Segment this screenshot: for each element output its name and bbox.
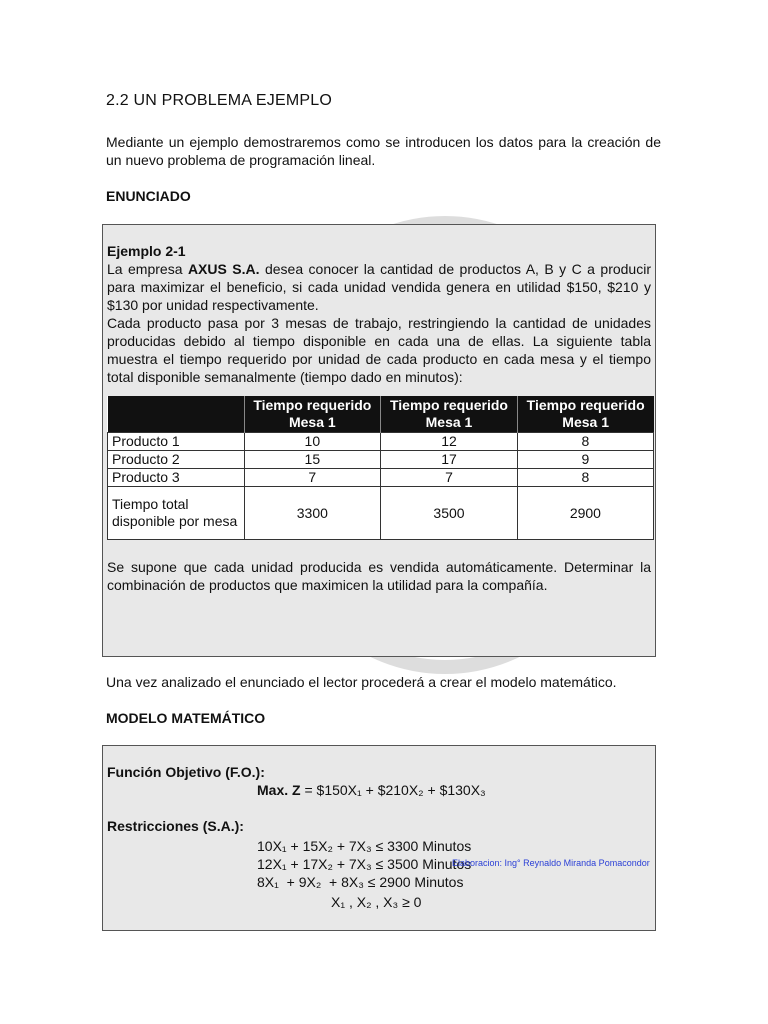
example-closing: Se supone que cada unidad producida es vendida automáticamente. Determinar la combinación de productos que maximicen la utilidad para la compañía. — [107, 559, 651, 593]
cell: 8 — [517, 469, 653, 487]
constraint-1: 10X₁ + 15X₂ + 7X₃ ≤ 3300 Minutos — [257, 838, 472, 854]
cell: 3300 — [244, 487, 381, 540]
example-paragraph-1: La empresa AXUS S.A. desea conocer la cantidad de productos A, B y C a producir para maximizar el beneficio, si cada unidad vendida genera en utilidad $150, $210 y $130 por unidad respectivamente. — [107, 261, 651, 313]
table-row — [108, 469, 654, 487]
table-header-1: Tiempo requerido Mesa 1 — [244, 396, 381, 433]
constraint-nonnegativity: X₁ , X₂ , X₃ ≥ 0 — [331, 894, 422, 910]
constraints-label: Restricciones (S.A.): — [107, 818, 244, 834]
cell: 7 — [244, 469, 381, 487]
table-header-2: Tiempo requerido Mesa 1 — [381, 396, 518, 433]
intro-paragraph: Mediante un ejemplo demostraremos como se introducen los datos para la creación de un nuevo problema de programación lineal. — [106, 134, 661, 168]
table-header-3: Tiempo requerido Mesa 1 — [517, 396, 653, 433]
example-paragraph-2: Cada producto pasa por 3 mesas de trabajo, restringiendo la cantidad de unidades producidas debido al tiempo disponible en cada una de ellas. La siguiente tabla muestra el tiempo requerido por unidad de cada producto en cada mesa y el tiempo total disponible semanalmente (tiempo dado en minutos): — [107, 315, 651, 385]
modelo-heading: MODELO MATEMÁTICO — [106, 710, 266, 726]
enunciado-heading: ENUNCIADO — [106, 188, 191, 204]
objective-label: Función Objetivo (F.O.): — [107, 764, 265, 780]
credit-text: Elaboracion: Ing° Reynaldo Miranda Pomacondor — [452, 858, 650, 868]
cell: 2900 — [517, 487, 653, 540]
example-box — [102, 224, 656, 657]
section-title: 2.2 UN PROBLEMA EJEMPLO — [106, 92, 333, 109]
row-label: Producto 2 — [108, 451, 245, 469]
constraint-3: 8X₁ + 9X₂ + 8X₃ ≤ 2900 Minutos — [257, 874, 464, 890]
constraint-2: 12X₁ + 17X₂ + 7X₃ ≤ 3500 Minutos — [257, 856, 472, 872]
cell: 15 — [244, 451, 381, 469]
cell: 17 — [381, 451, 518, 469]
table-row — [108, 433, 654, 451]
example-title: Ejemplo 2-1 — [107, 243, 186, 259]
cell: 12 — [381, 433, 518, 451]
cell: 10 — [244, 433, 381, 451]
objective-function: Max. Z = $150X₁ + $210X₂ + $130X₃ — [257, 782, 486, 798]
time-table — [107, 396, 654, 540]
cell: 9 — [517, 451, 653, 469]
cell: 8 — [517, 433, 653, 451]
cell: 3500 — [381, 487, 518, 540]
cell: 7 — [381, 469, 518, 487]
company-name: AXUS S.A. — [187, 261, 260, 277]
after-paragraph: Una vez analizado el enunciado el lector procederá a crear el modelo matemático. — [106, 674, 617, 690]
table-row-total — [108, 487, 654, 540]
model-box — [102, 745, 656, 931]
table-row — [108, 451, 654, 469]
table-header-blank — [108, 396, 245, 433]
row-label: Tiempo total disponible por mesa — [108, 487, 245, 540]
table-header-row — [108, 396, 654, 433]
row-label: Producto 3 — [108, 469, 245, 487]
row-label: Producto 1 — [108, 433, 245, 451]
